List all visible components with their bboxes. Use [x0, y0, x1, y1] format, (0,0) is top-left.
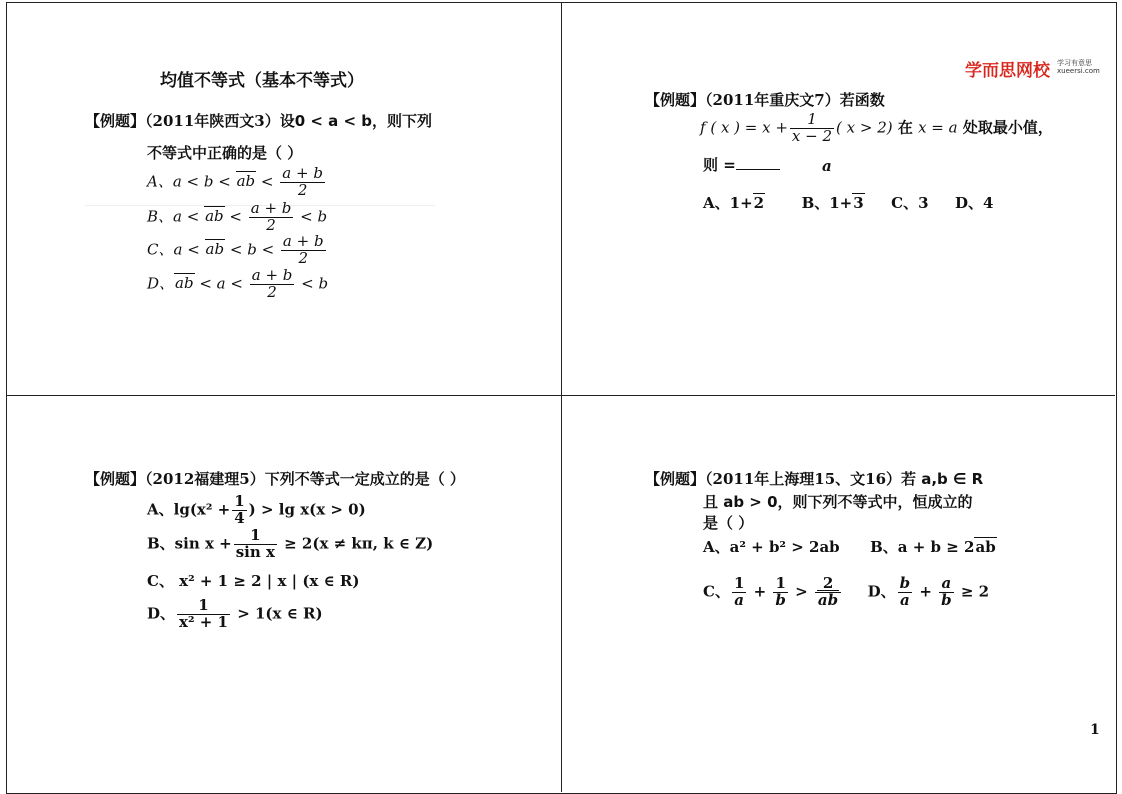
example-stem-line1: 若 a,b ∈ R [901, 470, 984, 488]
frac-num: 1 [773, 576, 788, 593]
function-definition [700, 112, 1053, 145]
option-b-prefix: B、sin x + [147, 534, 232, 553]
option-d-suffix: > 1(x ∈ R) [231, 604, 323, 623]
frac-den: x² + 1 [179, 612, 228, 631]
slide-title: 均值不等式（基本不等式） [160, 71, 364, 91]
frac-num: a + b [250, 199, 292, 217]
frac-den: a [734, 590, 745, 609]
frac-den: x − 2 [791, 126, 833, 145]
option-a-prefix: A、lg(x² + [147, 500, 231, 519]
option-d-prefix: D、 [867, 582, 896, 601]
horizontal-divider [6, 395, 1115, 396]
frac-num: a + b [251, 266, 293, 284]
example-tag: 【例题】 [85, 470, 146, 488]
page-number: 1 [1090, 722, 1100, 738]
frac-num: 1 [733, 574, 745, 592]
option-c-prefix: C、 [703, 582, 730, 601]
example-1-header [85, 110, 432, 131]
frac-den: 2 [297, 180, 308, 199]
lt-b: < b [295, 207, 328, 226]
vertical-divider [561, 2, 562, 792]
option-b [147, 201, 327, 234]
option-d-prefix: D、 [147, 274, 175, 293]
option-c [147, 234, 328, 267]
sqrt-2: 2 [753, 194, 765, 212]
option-c: C、3 [891, 194, 929, 212]
sqrt-ab: ab [205, 207, 224, 226]
fraction-1-over-b [773, 576, 788, 609]
plus-sign: + [748, 582, 772, 601]
frac-den: b [775, 590, 786, 609]
example-stem-line2: 且 ab > 0，则下列不等式中，恒成立的 [703, 493, 973, 511]
example-2-header [645, 89, 885, 110]
sqrt-ab: ab [205, 240, 225, 259]
fraction-a-plus-b-over-2 [249, 201, 294, 234]
frac-den: 4 [234, 508, 245, 527]
example-stem-line1: 若函数 [839, 91, 885, 109]
fraction-a-plus-b-over-2 [250, 268, 295, 301]
fraction-b-over-a [898, 576, 913, 609]
fx-prefix: f ( x ) = x + [700, 118, 788, 137]
fraction-1-over-x-minus-2 [790, 112, 834, 145]
logo-name: 学而思网校 [965, 61, 1050, 81]
option-a-suffix: ) > lg x(x > 0) [248, 500, 366, 519]
example-3-header [85, 468, 465, 489]
example-tag: 【例题】 [85, 112, 146, 130]
option-a [147, 494, 366, 527]
lt-sign: < [224, 207, 247, 226]
frac-den [815, 590, 841, 609]
frac-den: b [941, 590, 952, 609]
frac-num: 1 [234, 528, 277, 545]
option-d: D、4 [955, 194, 994, 212]
option-d-prefix: D、 [147, 604, 176, 623]
variable-a: a [822, 157, 832, 175]
frac-den: a [900, 590, 910, 609]
example-source: （2012福建理5） [145, 470, 265, 488]
example-source: （2011年重庆文7） [705, 91, 840, 109]
sqrt-ab: ab [236, 172, 256, 191]
frac-num: b [899, 574, 911, 592]
fraction-1-over-a [732, 576, 746, 609]
options-cd-row [703, 576, 989, 609]
option-c-prefix: C、a < [147, 240, 200, 259]
option-c: C、 x² + 1 ≥ 2 | x | (x ∈ R) [147, 572, 360, 590]
fraction-1-over-x2-plus-1 [177, 598, 230, 631]
example-stem-line2: 不等式中正确的是（ ） [147, 144, 303, 162]
example-source: （2011年上海理15、文16） [705, 470, 902, 488]
option-b-prefix: B、a < [147, 207, 200, 226]
example-4-header [645, 468, 983, 489]
frac-den: 2 [298, 248, 308, 267]
domain-condition: ( x > 2) [836, 118, 893, 137]
option-a: A、1+ [703, 194, 753, 212]
frac-num: 1 [790, 112, 834, 129]
logo-slogan: 学习有意思 [1057, 59, 1092, 67]
fraction-2-over-sqrt-ab [815, 576, 841, 609]
sqrt-ab: ab [175, 274, 194, 293]
options-ab-row [703, 536, 997, 557]
option-b-suffix: ≥ 2(x ≠ kπ, k ∈ Z) [278, 534, 434, 553]
fraction-1-over-4 [232, 494, 246, 527]
fraction-1-over-sinx [234, 528, 277, 561]
option-d [147, 598, 323, 631]
option-a: A、a² + b² > 2ab [703, 538, 840, 556]
example-tag: 【例题】 [645, 470, 706, 488]
then-label: 则 = [703, 156, 736, 174]
example-stem-line3: 是（ ） [703, 514, 754, 532]
example-stem: 下列不等式一定成立的是（ ） [264, 470, 465, 488]
sqrt-3: 3 [853, 194, 864, 212]
stem-mid: 在 [892, 118, 919, 137]
option-d [147, 268, 328, 301]
sqrt-ab: ab [817, 590, 839, 609]
option-a-prefix: A、a < b < [147, 172, 231, 191]
x-equals-a: x = a [918, 118, 958, 137]
plus-sign: + [914, 582, 938, 601]
option-b [147, 528, 433, 561]
frac-num: a + b [282, 232, 324, 250]
logo-domain: xueersi.com [1057, 67, 1100, 75]
stem-end: 处取最小值， [957, 118, 1053, 137]
frac-num: a + b [282, 164, 323, 182]
lt-b: < b [296, 274, 329, 293]
lt-sign: < [256, 172, 279, 191]
ge-2: ≥ 2 [955, 582, 990, 601]
option-b: B、a + b ≥ 2 [870, 538, 975, 556]
gt-sign: > [789, 582, 813, 601]
frac-den: sin x [235, 542, 275, 561]
frac-den: 2 [267, 282, 277, 301]
answer-blank [736, 169, 780, 170]
fraction-a-plus-b-over-2 [281, 234, 326, 267]
option-a [147, 166, 327, 199]
example-stem-line1: 设0 < a < b，则下列 [279, 112, 433, 130]
frac-den: 2 [266, 215, 276, 234]
options-row [703, 192, 993, 213]
fraction-a-over-b [939, 576, 954, 609]
brand-logo [965, 56, 1100, 81]
lt-b-lt: < b < [225, 240, 279, 259]
example-tag: 【例题】 [645, 91, 706, 109]
lt-a-lt: < a < [194, 274, 248, 293]
example-source: （2011年陕西文3） [145, 112, 280, 130]
fraction-a-plus-b-over-2 [280, 166, 325, 199]
frac-num: 2 [815, 576, 841, 593]
sqrt-ab: ab [975, 538, 996, 556]
then-blank [703, 154, 780, 175]
frac-num: a [939, 576, 954, 593]
frac-num: 1 [177, 598, 230, 615]
option-b: B、1+ [801, 194, 853, 212]
frac-num: 1 [234, 492, 245, 510]
